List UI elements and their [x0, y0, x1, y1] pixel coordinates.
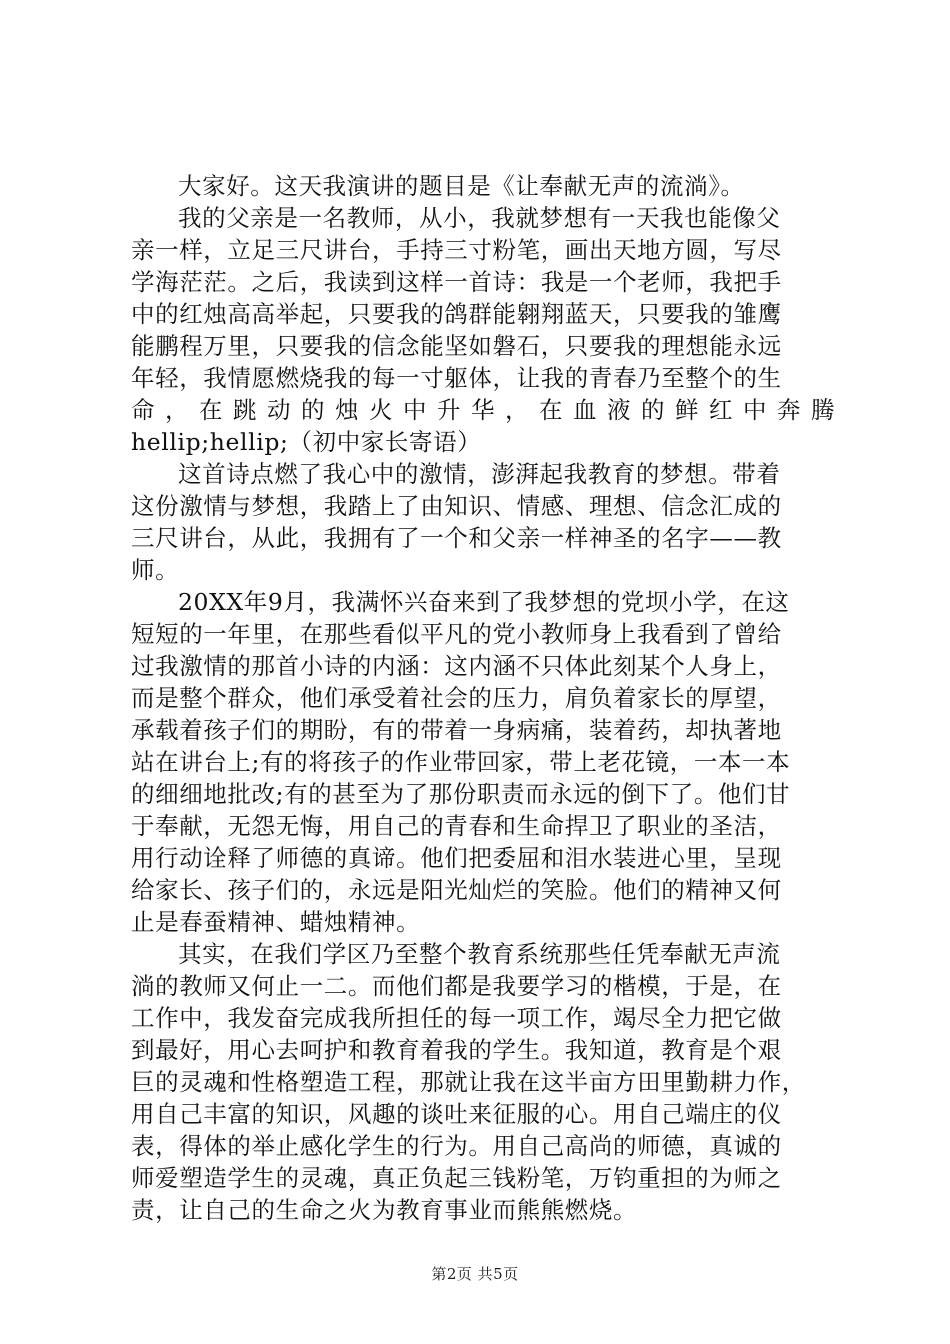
paragraph-line: 命，在跳动的烛火中升华，在血液的鲜红中奔腾: [131, 396, 845, 424]
paragraph-line: 20XX年9月，我满怀兴奋来到了我梦想的党坝小学，在这: [178, 588, 790, 616]
paragraph-line: 其实，在我们学区乃至整个教育系统那些任凭奉献无声流: [178, 940, 781, 968]
paragraph-line: 能鹏程万里，只要我的信念能坚如磐石，只要我的理想能永远: [131, 332, 782, 360]
paragraph-line: 给家长、孩子们的，永远是阳光灿烂的笑脸。他们的精神又何: [131, 876, 782, 904]
paragraph-line: 的细细地批改;有的甚至为了那份职责而永远的倒下了。他们甘: [131, 780, 791, 808]
document-body: [131, 170, 845, 1226]
paragraph-line: 师。: [131, 556, 180, 584]
paragraph-line: 承载着孩子们的期盼，有的带着一身病痛，装着药，却执著地: [131, 716, 782, 744]
page-footer: [0, 1264, 950, 1284]
paragraph-line: 过我激情的那首小诗的内涵：这内涵不只体此刻某个人身上，: [131, 652, 782, 680]
paragraph-line: 于奉献，无怨无悔，用自己的青春和生命捍卫了职业的圣洁，: [131, 812, 782, 840]
paragraph-line: 中的红烛高高举起，只要我的鸽群能翱翔蓝天，只要我的雏鹰: [131, 300, 782, 328]
paragraph-line: 淌的教师又何止一二。而他们都是我要学习的楷模，于是，在: [131, 972, 782, 1000]
paragraph-line: 表，得体的举止感化学生的行为。用自己高尚的师德，真诚的: [131, 1132, 782, 1160]
page-number: 第2页 共5页: [431, 1265, 519, 1283]
paragraph-line: 大家好。这天我演讲的题目是《让奉献无声的流淌》。: [178, 172, 745, 200]
paragraph-line: 站在讲台上;有的将孩子的作业带回家，带上老花镜，一本一本: [131, 748, 791, 776]
paragraph-line: 这首诗点燃了我心中的激情，澎湃起我教育的梦想。带着: [178, 460, 781, 488]
paragraph-line: hellip;hellip;（初中家长寄语）: [131, 428, 482, 456]
paragraph-line: 用自己丰富的知识，风趣的谈吐来征服的心。用自己端庄的仪: [131, 1100, 782, 1128]
paragraph-line: 亲一样，立足三尺讲台，手持三寸粉笔，画出天地方圆，写尽: [131, 236, 782, 264]
paragraph-line: 短短的一年里，在那些看似平凡的党小教师身上我看到了曾给: [131, 620, 782, 648]
paragraph-line: 我的父亲是一名教师，从小，我就梦想有一天我也能像父: [178, 204, 781, 232]
paragraph-line: 止是春蚕精神、蜡烛精神。: [131, 908, 421, 936]
paragraph-line: 学海茫茫。之后，我读到这样一首诗：我是一个老师，我把手: [131, 268, 782, 296]
paragraph-line: 而是整个群众，他们承受着社会的压力，肩负着家长的厚望，: [131, 684, 782, 712]
paragraph-line: 三尺讲台，从此，我拥有了一个和父亲一样神圣的名字——教: [131, 524, 782, 552]
paragraph-line: 到最好，用心去呵护和教育着我的学生。我知道，教育是个艰: [131, 1036, 782, 1064]
paragraph-line: 责，让自己的生命之火为教育事业而熊熊燃烧。: [131, 1196, 638, 1224]
paragraph-line: 年轻，我情愿燃烧我的每一寸躯体，让我的青春乃至整个的生: [131, 364, 782, 392]
paragraph-line: 师爱塑造学生的灵魂，真正负起三钱粉笔，万钧重担的为师之: [131, 1164, 782, 1192]
paragraph-line: 这份激情与梦想，我踏上了由知识、情感、理想、信念汇成的: [131, 492, 782, 520]
paragraph-line: 工作中，我发奋完成我所担任的每一项工作，竭尽全力把它做: [131, 1004, 782, 1032]
paragraph-line: 用行动诠释了师德的真谛。他们把委屈和泪水装进心里，呈现: [131, 844, 782, 872]
paragraph-line: 巨的灵魂和性格塑造工程，那就让我在这半亩方田里勤耕力作，: [131, 1068, 806, 1096]
